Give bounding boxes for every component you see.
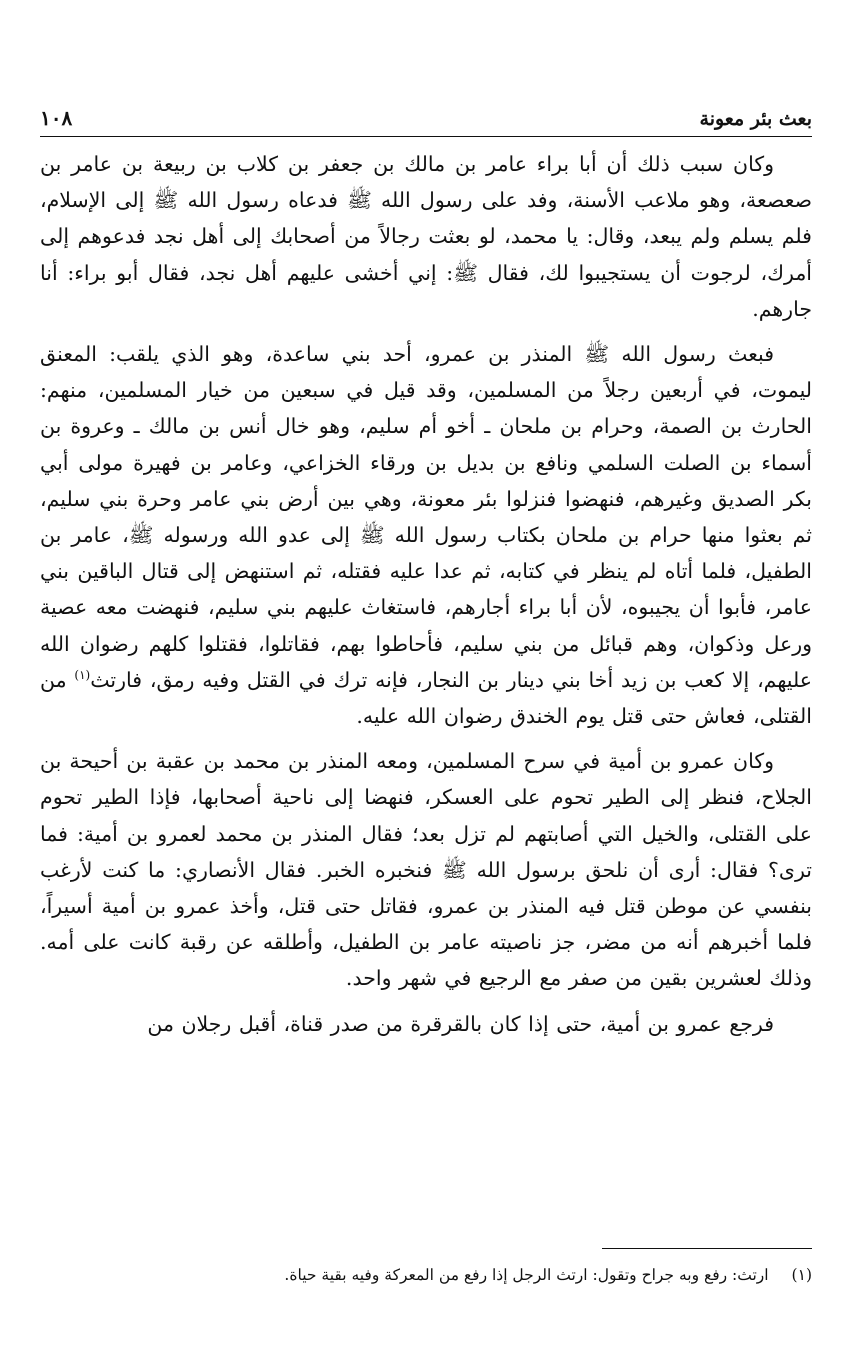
header-divider <box>40 136 812 137</box>
main-text <box>40 146 812 1051</box>
paragraph-2-tail: من القتلى، فعاش حتى قتل يوم الخندق رضوان الله عليه. <box>40 667 812 729</box>
page-number: ١٠٨ <box>40 106 73 130</box>
paragraph-2 <box>40 336 812 734</box>
footnote-number: (١) <box>791 1266 812 1284</box>
paragraph-3: وكان عمرو بن أمية في سرح المسلمين، ومعه المنذر بن محمد بن عقبة بن أحيحة بن الجلاح، فنظر إلى الطير تحوم على العسكر، فنهضا إلى ناحية أصحابها، فإذا الطير تحوم على القتلى، والخيل التي أصابتهم لم تزل بعد؛ فقال المنذر بن محمد لعمرو بن أمية: فما ترى؟ فقال: أرى أن نلحق برسول الله ﷺ فنخبره الخبر. فقال الأنصاري: ما كنت لأرغب بنفسي عن موطن قتل فيه المنذر بن عمرو، فقاتل حتى قتل، وأخذ عمرو بن أمية أسيراً، فلما أخبرهم أنه من مضر، جز ناصيته عامر بن الطفيل، وأطلقه عن رقبة كانت على أمه. وذلك لعشرين بقين من صفر مع الرجيع في شهر واحد. <box>40 749 812 991</box>
footnote-reference: (١) <box>74 668 91 683</box>
footnote-text: ارتث: رفع وبه جراح وتقول: ارتث الرجل إذا رفع من المعركة وفيه بقية حياة. <box>284 1266 769 1284</box>
paragraph-4: فرجع عمرو بن أمية، حتى إذا كان بالقرقرة من صدر قناة، أقبل رجلان من <box>147 1011 774 1036</box>
footnote-divider <box>602 1248 812 1249</box>
chapter-title: بعث بئر معونة <box>699 108 812 130</box>
book-page <box>40 0 812 1360</box>
page-header <box>40 96 812 130</box>
paragraph-2-text: فبعث رسول الله ﷺ المنذر بن عمرو، أحد بني ساعدة، وهو الذي يلقب: المعنق ليموت، في أربعين رجلاً من المسلمين، وقد قيل في سبعين من خيار المسلمين، منهم: الحارث بن الصمة، وحرام بن ملحان ـ أخو أم سليم، وهو خال أنس بن مالك ـ وعروة بن أسماء بن الصلت السلمي ونافع بن بديل بن ورقاء الخزاعي، وعامر بن فهيرة مولى أبي بكر الصديق وغيرهم، فنهضوا فنزلوا بئر معونة، وهي بين أرض بني عامر وحرة بني سليم، ثم بعثوا منها حرام بن ملحان بكتاب رسول الله ﷺ إلى عدو الله ورسوله ﷺ، عامر بن الطفيل، فلما أتاه لم ينظر في كتابه، ثم عدا عليه فقتله، ثم استنهض إلى قتال الباقين بني عامر، فأبوا أن يجيبوه، لأن أبا براء أجارهم، فاستغاث عليهم بني سليم، فنهضت معه عصية ورعل وذكوان، وهم قبائل من بني سليم، فأحاطوا بهم، فقاتلوا، فقتلوا كلهم رضوان الله عليهم، إلا كعب بن زيد أخا بني دينار بن النجار، فإنه ترك في القتل وفيه رمق، فارتث <box>40 342 812 692</box>
paragraph-1: وكان سبب ذلك أن أبا براء عامر بن مالك بن جعفر بن كلاب بن ربيعة بن عامر بن صعصعة، وهو ملاعب الأسنة، وفد على رسول الله ﷺ فدعاه رسول الله ﷺ إلى الإسلام، فلم يسلم ولم يبعد، وقال: يا محمد، لو بعثت رجالاً من أصحابك إلى أهل نجد فدعوهم إلى أمرك، لرجوت أن يستجيبوا لك، فقال ﷺ: إني أخشى عليهم أهل نجد، فقال أبو براء: أنا جارهم. <box>40 152 812 321</box>
footnote <box>40 1262 812 1288</box>
